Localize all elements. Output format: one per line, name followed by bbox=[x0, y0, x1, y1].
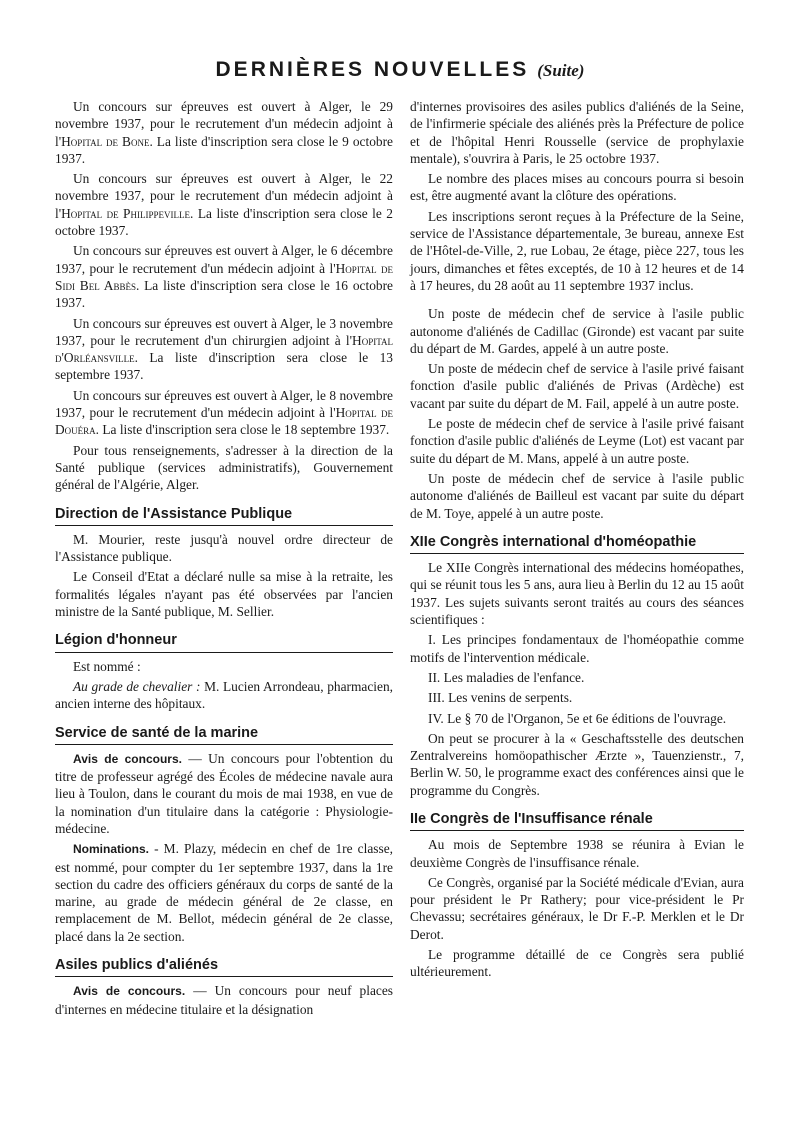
poste-cadillac: Un poste de médecin chef de service à l'asile public autonome d'aliénés de Cadillac (Gironde) est vacant par suite du départ de M. Gardes, appelé à un autre poste. bbox=[410, 306, 744, 356]
legion-paragraph-2: Au grade de chevalier : M. Lucien Arrondeau, pharmacien, ancien interne des hôpitaux. bbox=[55, 678, 393, 712]
alger-concours-5: Un concours sur épreuves est ouvert à Alger, le 8 novembre 1937, pour le recrutement d'un médecin adjoint à l'Hopital de Douéra. La liste d'inscription sera close le 18 septembre 1937. bbox=[55, 387, 393, 438]
homeopathie-paragraph-2: On peut se procurer à la « Geschaftsstelle des deutschen Zentralvereins homöopathischer Ærzte », Tauenzienstr., 7, Berlin W. 50, le programme exact des conférences ainsi que le programme du Congrès. bbox=[410, 730, 744, 798]
right-column bbox=[410, 98, 744, 984]
alger-concours-4: Un concours sur épreuves est ouvert à Alger, le 3 novembre 1937, pour le recrutement d'un chirurgien adjoint à l'Hopital d'Orléansville. La liste d'inscription sera close le 13 septembre 1937. bbox=[55, 315, 393, 383]
marine-nominations: Nominations. - M. Plazy, médecin en chef de 1re classe, est nommé, pour compter du 1er septembre 1937, dans la 1re section du cadre des officiers généraux du corps de santé de la marine, au grade de médecin général de 2e classe, en remplacement de M. Bellot, médecin général de 2e classe, placé dans la 2e section. bbox=[55, 841, 393, 944]
assistance-heading: Direction de l'Assistance Publique bbox=[55, 506, 393, 526]
renal-paragraph-2: Ce Congrès, organisé par la Société médicale d'Evian, aura pour président le Pr Rathery; pour vice-président le Pr Chevassu; secrétaires généraux, le Dr F.-P. Merklen et le Dr Derot. bbox=[410, 874, 744, 942]
page-title: DERNIÈRES NOUVELLES bbox=[215, 58, 530, 81]
alger-concours-2: Un concours sur épreuves est ouvert à Alger, le 22 novembre 1937, pour le recrutement d'un médecin adjoint à l'Hopital de Philippeville. La liste d'inscription sera close le 2 octobre 1937. bbox=[55, 171, 393, 239]
legion-paragraph-1: Est nommé : bbox=[73, 658, 141, 674]
marine-avis: Avis de concours. — Un concours pour l'obtention du titre de professeur agrégé des Écoles de médecine navale aura lieu à Toulon, dans le courant du mois de mai 1938, en vue de la nomination d'un titulaire dans la catégorie : Physiologie-médecine. bbox=[55, 750, 393, 836]
asiles-continued-1: d'internes provisoires des asiles publics d'aliénés de la Seine, de l'infirmerie spéciale des aliénés près la Préfecture de police et de l'hôpital Henri Rousselle (service de prophylaxie mentale), s'ouvrira à Paris, le 25 octobre 1937. bbox=[410, 99, 744, 166]
asiles-avis: Avis de concours. — Un concours pour neuf places d'internes en médecine titulaire et la désignation bbox=[55, 983, 393, 1017]
homeopathie-paragraph-1: Le XIIe Congrès international des médecins homéopathes, qui se réunit tous les 5 ans, aura lieu à Berlin du 12 au 15 août 1937. Les sujets suivants seront traités au cours des séances scientifiques : bbox=[410, 560, 744, 628]
asiles-continued-2: Le nombre des places mises au concours pourra si besoin est, être augmenté avant la clôture des opérations. bbox=[410, 171, 744, 204]
marine-heading: Service de santé de la marine bbox=[55, 725, 393, 745]
homeopathie-heading: XIIe Congrès international d'homéopathie bbox=[410, 534, 744, 554]
renal-paragraph-3: Le programme détaillé de ce Congrès sera publié ultérieurement. bbox=[410, 947, 744, 980]
assistance-paragraph-1: M. Mourier, reste jusqu'à nouvel ordre directeur de l'Assistance publique. bbox=[55, 531, 393, 565]
homeopathie-item-2: II. Les maladies de l'enfance. bbox=[428, 669, 585, 685]
asiles-continued-3: Les inscriptions seront reçues à la Préfecture de la Seine, service de l'Assistance départementale, 3e bureau, annexe Est de l'Hôtel-de-Ville, 2, rue Lobau, 2e étage, pièce 227, tous les jours, dimanches et fêtes exceptés, de 10 à 12 heures et de 14 à 17 heures, du 28 août au 11 septembre 1937 inclus. bbox=[410, 208, 744, 293]
asiles-heading: Asiles publics d'aliénés bbox=[55, 957, 393, 977]
alger-concours-1: Un concours sur épreuves est ouvert à Alger, le 29 novembre 1937, pour le recrutement d'un médecin adjoint à l'Hopital de Bone. La liste d'inscription sera close le 9 octobre 1937. bbox=[55, 99, 393, 166]
legion-heading: Légion d'honneur bbox=[55, 632, 393, 652]
poste-privas: Un poste de médecin chef de service à l'asile privé faisant fonction d'asile public d'aliénés de Privas (Ardèche) est vacant par suite du départ de M. Fail, appelé à un autre poste. bbox=[410, 361, 744, 411]
renal-heading: IIe Congrès de l'Insuffisance rénale bbox=[410, 811, 744, 831]
poste-leyme: Le poste de médecin chef de service à l'asile privé faisant fonction d'asile public d'aliénés de Leyme (Lot) est vacant par suite du départ de M. Mans, appelé à un autre poste. bbox=[410, 416, 744, 466]
assistance-paragraph-2: Le Conseil d'Etat a déclaré nulle sa mise à la retraite, les formalités légales n'ayant pas été observées par l'ancien ministre de la Santé publique, M. Sellier. bbox=[55, 569, 393, 620]
homeopathie-item-4: IV. Le § 70 de l'Organon, 5e et 6e éditions de l'ouvrage. bbox=[428, 710, 727, 726]
left-column bbox=[55, 98, 393, 1021]
homeopathie-item-1: I. Les principes fondamentaux de l'homéopathie comme motifs de l'intervention médicale. bbox=[410, 632, 744, 665]
page-header bbox=[0, 58, 800, 82]
poste-bailleul: Un poste de médecin chef de service à l'asile public autonome d'aliénés de Bailleul est vacant par suite du départ de M. Toye, appelé à un autre poste. bbox=[410, 470, 744, 521]
page-title-suite: (Suite) bbox=[537, 61, 585, 80]
renal-paragraph-1: Au mois de Septembre 1938 se réunira à Evian le deuxième Congrès de l'insuffisance rénale. bbox=[410, 837, 744, 870]
alger-concours-3: Un concours sur épreuves est ouvert à Alger, le 6 décembre 1937, pour le recrutement d'un médecin adjoint à l'Hopital de Sidi Bel Abbès. La liste d'inscription sera close le 16 octobre 1937. bbox=[55, 243, 393, 311]
homeopathie-item-3: III. Les venins de serpents. bbox=[428, 690, 573, 706]
renseignements-paragraph: Pour tous renseignements, s'adresser à la direction de la Santé publique (services administratifs), Gouvernement général de l'Algérie, Alger. bbox=[55, 442, 393, 493]
